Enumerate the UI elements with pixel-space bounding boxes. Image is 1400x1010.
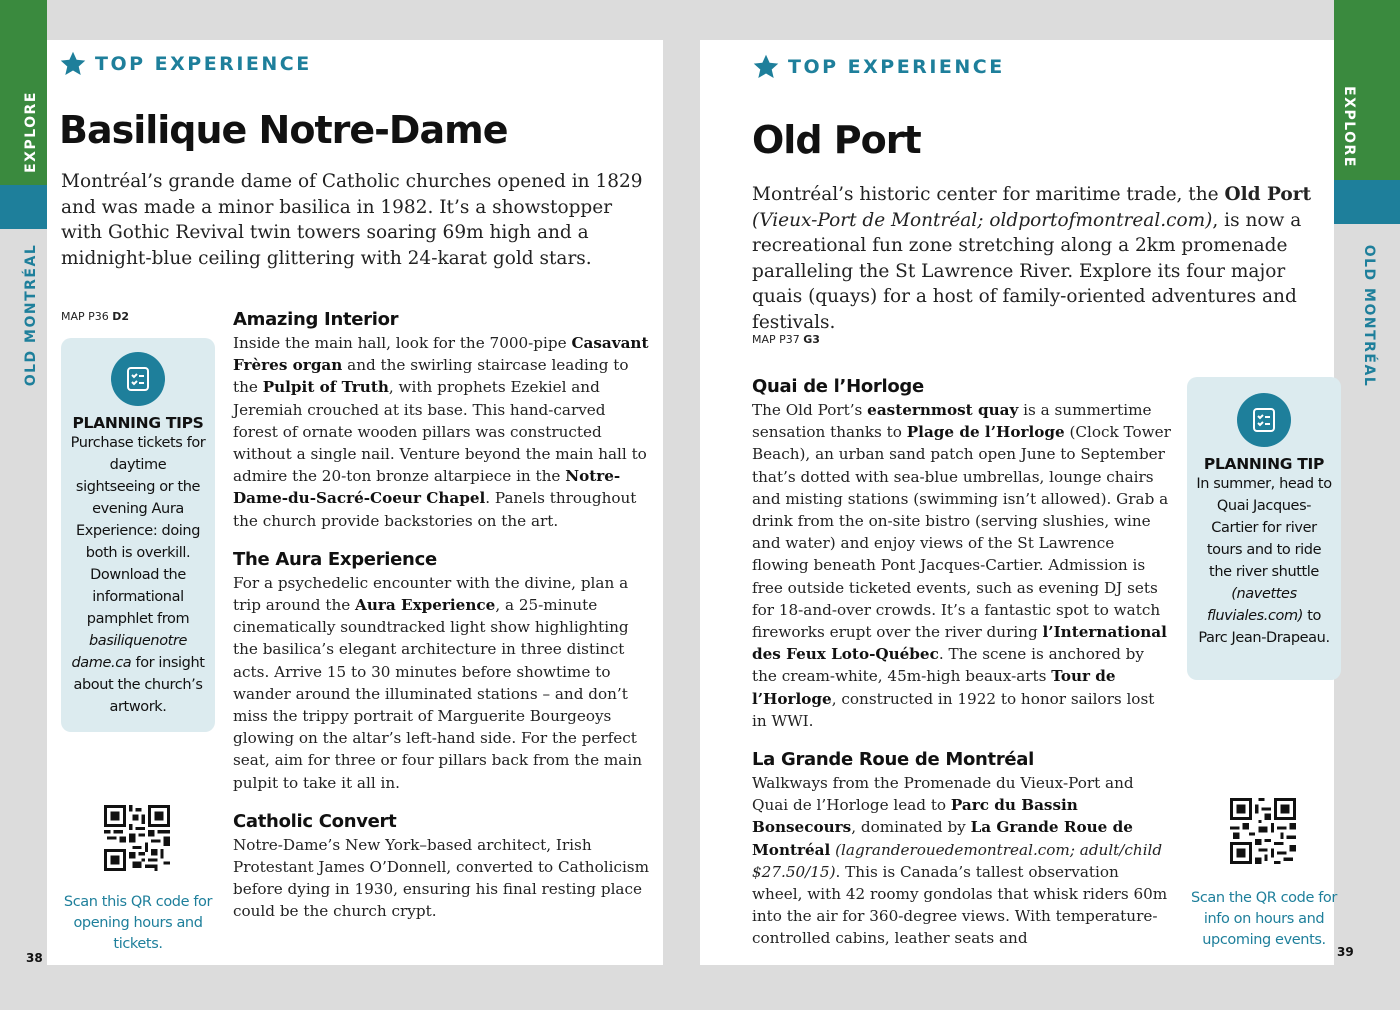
intro-paragraph: Montréal’s grande dame of Catholic churches opened in 1829 and was made a minor basilica in 1982. It’s a showstopper with Gothic Revival twin towers soaring 69m high and a midnight-blue ceiling glittering with 24-karat gold stars. xyxy=(61,171,643,269)
left-page xyxy=(47,40,663,965)
map-prefix: MAP P36 xyxy=(61,310,109,323)
page-title: Old Port xyxy=(752,118,921,162)
section-heading: Amazing Interior xyxy=(233,309,399,330)
section-heading: Quai de l’Horloge xyxy=(752,376,924,397)
section-body: For a psychedelic encounter with the divine, plan a trip around the Aura Experience, a 25-minute cinematically soundtracked light show highlighting the basilica’s elegant architecture in three distinct acts. Arrive 15 to 30 minutes before showtime to wander around the illuminated stations – and don’t miss the trippy portrait of Marguerite Bourgeoys glowing on the altar’s left-hand side. For the perfect seat, aim for three or four pillars back from the main pulpit to take it all in. xyxy=(233,573,642,792)
kicker-text: TOP EXPERIENCE xyxy=(788,56,1005,78)
section-tab-left[interactable] xyxy=(0,185,47,229)
checklist-icon xyxy=(1237,393,1291,447)
planning-tip-box xyxy=(1187,377,1341,680)
checklist-icon xyxy=(111,352,165,406)
intro-link[interactable]: (Vieux-Port de Montréal; oldportofmontreal.com) xyxy=(752,209,1213,231)
page-number-right: 39 xyxy=(1337,945,1354,959)
old-montreal-label-left: OLD MONTRÉAL xyxy=(23,243,39,387)
tip-text-end: to Parc Jean-Drapeau. xyxy=(1198,608,1330,646)
page-number-left: 38 xyxy=(26,951,43,965)
section-grande-roue xyxy=(752,748,1172,950)
star-icon xyxy=(752,53,780,81)
top-experience-kicker xyxy=(59,50,312,78)
qr-caption: Scan this QR code for opening hours and tickets. xyxy=(63,894,213,952)
section-heading: Catholic Convert xyxy=(233,810,397,832)
old-montreal-label-right: OLD MONTRÉAL xyxy=(1361,244,1377,388)
explore-tab-label-left: EXPLORE xyxy=(23,91,39,173)
section-body: Inside the main hall, look for the 7000-pipe Casavant Frères organ and the swirling staircase leading to the Pulpit of Truth, with prophets Ezekiel and Jeremiah crouched at its base. This hand-carved forest of ornate wooden pillars was constructed without a single nail. Venture beyond the main hall to admire the 20-ton bronze altarpiece in the Notre-Dame-du-Sacré-Coeur Chapel. Panels throughout the church provide backstories on the art. xyxy=(233,334,649,530)
section-heading: The Aura Experience xyxy=(233,548,437,570)
tip-text: In summer, head to Quai Jacques-Cartier for river tours and to ride the river shuttle xyxy=(1196,476,1332,580)
tip-link[interactable]: (navettes fluviales.com) xyxy=(1207,586,1303,624)
page-title: Basilique Notre-Dame xyxy=(59,108,508,152)
qr-caption: Scan the QR code for info on hours and upcoming events. xyxy=(1191,890,1337,948)
right-page xyxy=(700,40,1337,965)
tip-link[interactable]: basiliquenotre dame.ca xyxy=(71,633,188,671)
tip-body xyxy=(61,432,215,718)
kicker-text: TOP EXPERIENCE xyxy=(95,53,312,75)
section-amazing-interior xyxy=(233,308,653,532)
intro-paragraph: Montréal’s historic center for maritime trade, the Old Port (Vieux-Port de Montréal; oldportofmontreal.com), is now a recreational fun zone stretching along a 2km promenade paralleling the St Lawrence River. Explore its four major quais (quays) for a host of family-oriented adventures and festivals. xyxy=(752,184,1312,333)
section-quai-horloge xyxy=(752,375,1172,732)
section-body: The Old Port’s easternmost quay is a summertime sensation thanks to Plage de l’Horloge (Clock Tower Beach), an urban sand patch open June to September that’s dotted with sea-blue umbrellas, lounge chairs and misting stations (swimming isn’t allowed). Grab a drink from the on-site bistro (serving slushies, wine and water) and enjoy views of the St Lawrence flowing beneath Pont Jacques-Cartier. Admission is free outside ticketed events, such as evening DJ sets for 18-and-over crowds. It’s a fantastic spot to watch fireworks erupt over the river during l’International des Feux Loto-Québec. The scene is anchored by the cream-white, 45m-high beaux-arts Tour de l’Horloge, constructed in 1922 to honor sailors lost in WWI. xyxy=(752,401,1171,730)
map-grid: G3 xyxy=(803,333,820,346)
main-column xyxy=(233,308,653,939)
section-catholic-convert xyxy=(233,810,653,923)
section-heading: La Grande Roue de Montréal xyxy=(752,749,1035,771)
map-reference xyxy=(752,333,820,346)
section-body: Walkways from the Promenade du Vieux-Port and Quai de l’Horloge lead to Parc du Bassin Bonsecours, dominated by La Grande Roue de Montréal (lagranderouedemontreal.com; adult/child $27.50/15). This is Canada’s tallest observation wheel, with 42 roomy gondolas that whisk riders 60m into the air for 360-degree views. With temperature-controlled cabins, leather seats and xyxy=(752,774,1168,948)
map-prefix: MAP P37 xyxy=(752,333,800,346)
star-icon xyxy=(59,50,87,78)
qr-code[interactable] xyxy=(104,805,170,871)
planning-tips-box xyxy=(61,338,215,732)
wheel-link[interactable]: (lagranderouedemontreal.com; adult/child $27.50/15) xyxy=(752,840,1163,881)
tip-heading: PLANNING TIP xyxy=(1203,455,1325,473)
explore-tab-label-right: EXPLORE xyxy=(1341,86,1357,168)
map-reference xyxy=(61,310,129,323)
section-body: Notre-Dame’s New York–based architect, Irish Protestant James O’Donnell, converted to Catholicism before dying in 1930, ensuring his final resting place could be the church crypt. xyxy=(233,835,650,921)
section-aura-experience xyxy=(233,548,653,794)
tip-text-end: for insight about the church’s artwork. xyxy=(73,655,205,715)
tip-body xyxy=(1187,473,1341,649)
top-experience-kicker xyxy=(752,53,1005,81)
tip-heading: PLANNING TIPS xyxy=(72,414,204,432)
map-grid: D2 xyxy=(112,310,130,323)
section-tab-right[interactable] xyxy=(1334,180,1400,224)
qr-code[interactable] xyxy=(1230,798,1296,864)
main-column xyxy=(752,375,1172,966)
tip-text: Purchase tickets for daytime sightseeing or the evening Aura Experience: doing both is overkill. Download the informational pamphlet from xyxy=(70,435,206,627)
